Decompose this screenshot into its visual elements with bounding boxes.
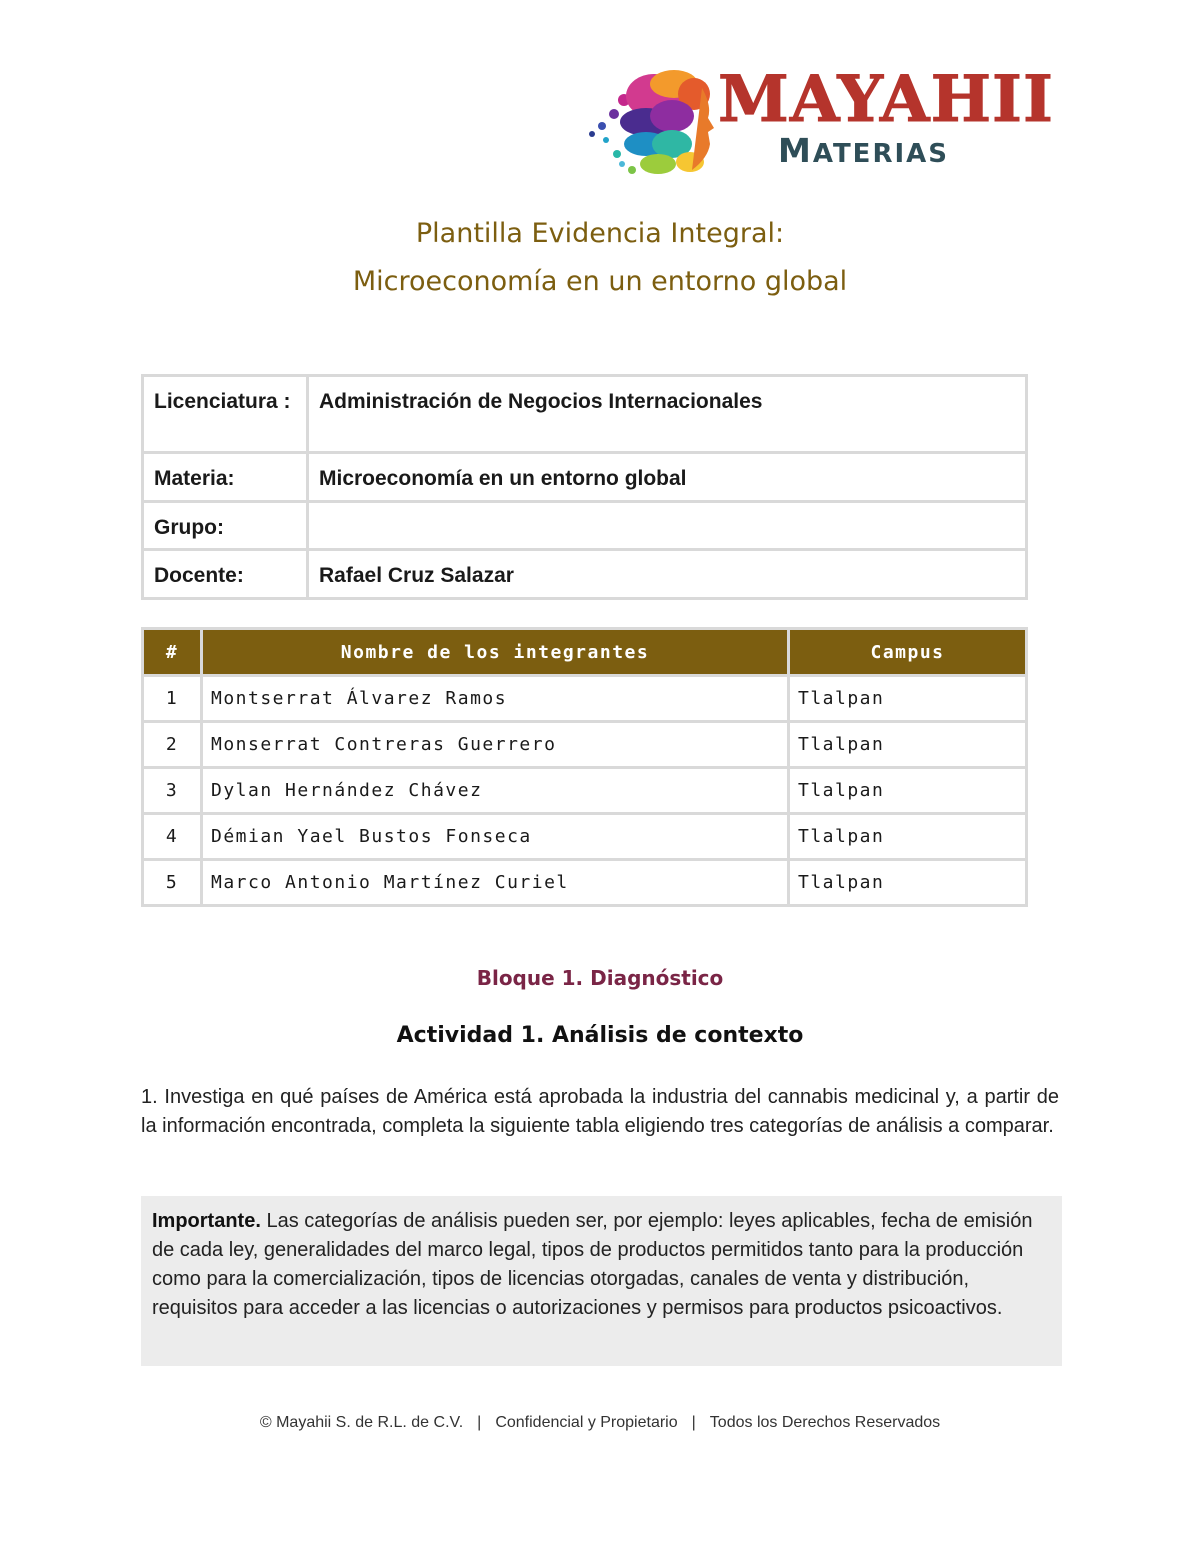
table-row [143, 722, 1027, 768]
member-name: Monserrat Contreras Guerrero [202, 722, 789, 768]
info-label: Licenciatura : [143, 376, 308, 453]
info-label: Docente: [143, 550, 308, 599]
member-name: Marco Antonio Martínez Curiel [202, 860, 789, 906]
table-row [143, 502, 1027, 550]
info-label: Grupo: [143, 502, 308, 550]
info-value [308, 502, 1027, 550]
logo-brand-text: MAYAHII [718, 62, 1054, 137]
member-name: Démian Yael Bustos Fonseca [202, 814, 789, 860]
note-text: Las categorías de análisis pueden ser, por ejemplo: leyes aplicables, fecha de emisión de cada ley, generalidades del marco legal, tipos de productos permitidos tanto para la producción como para la comercialización, tipos de licencias otorgadas, canales de venta y distribución, requisitos para acceder a las licencias o autorizaciones y permisos para productos psicoactivos. [152, 1210, 1033, 1319]
table-row [143, 860, 1027, 906]
member-number: 5 [143, 860, 202, 906]
footer-rights: Todos los Derechos Reservados [709, 1414, 941, 1431]
member-campus: Tlalpan [789, 676, 1027, 722]
table-row [143, 376, 1027, 453]
course-info-table [141, 374, 1028, 600]
member-campus: Tlalpan [789, 768, 1027, 814]
table-row [143, 814, 1027, 860]
activity-heading: Actividad 1. Análisis de contexto [396, 1023, 804, 1048]
footer-copyright: © Mayahii S. de R.L. de C.V. [259, 1414, 464, 1431]
important-note [141, 1196, 1062, 1366]
members-table [141, 627, 1028, 907]
member-number: 2 [143, 722, 202, 768]
table-row [143, 676, 1027, 722]
footer-confidential: Confidencial y Propietario [495, 1414, 678, 1431]
member-campus: Tlalpan [789, 722, 1027, 768]
member-name: Dylan Hernández Chávez [202, 768, 789, 814]
info-value: Microeconomía en un entorno global [308, 453, 1027, 502]
section-heading: Bloque 1. Diagnóstico [476, 966, 724, 990]
instruction-paragraph: 1. Investiga en qué países de América está aprobada la industria del cannabis medicinal y, a partir de la información encontrada, completa la siguiente tabla eligiendo tres categorías de análisis a comparar. [141, 1086, 1059, 1137]
column-header-campus: Campus [789, 629, 1027, 676]
document-title: Plantilla Evidencia Integral: [415, 218, 785, 249]
info-value: Rafael Cruz Salazar [308, 550, 1027, 599]
page-footer [0, 1414, 1200, 1432]
document-subtitle: Microeconomía en un entorno global [352, 266, 848, 297]
table-row [143, 550, 1027, 599]
footer-separator: | [477, 1414, 482, 1431]
table-row [143, 453, 1027, 502]
member-number: 4 [143, 814, 202, 860]
column-header-name: Nombre de los integrantes [202, 629, 789, 676]
member-name: Montserrat Álvarez Ramos [202, 676, 789, 722]
info-value: Administración de Negocios Internacionales [308, 376, 1027, 453]
logo-subtitle-text: MATERIAS [778, 131, 949, 170]
footer-separator: | [691, 1414, 696, 1431]
column-header-number: # [143, 629, 202, 676]
info-label: Materia: [143, 453, 308, 502]
member-number: 3 [143, 768, 202, 814]
member-campus: Tlalpan [789, 814, 1027, 860]
table-row [143, 768, 1027, 814]
table-header-row [143, 629, 1027, 676]
note-label: Importante. [152, 1210, 261, 1232]
member-campus: Tlalpan [789, 860, 1027, 906]
member-number: 1 [143, 676, 202, 722]
